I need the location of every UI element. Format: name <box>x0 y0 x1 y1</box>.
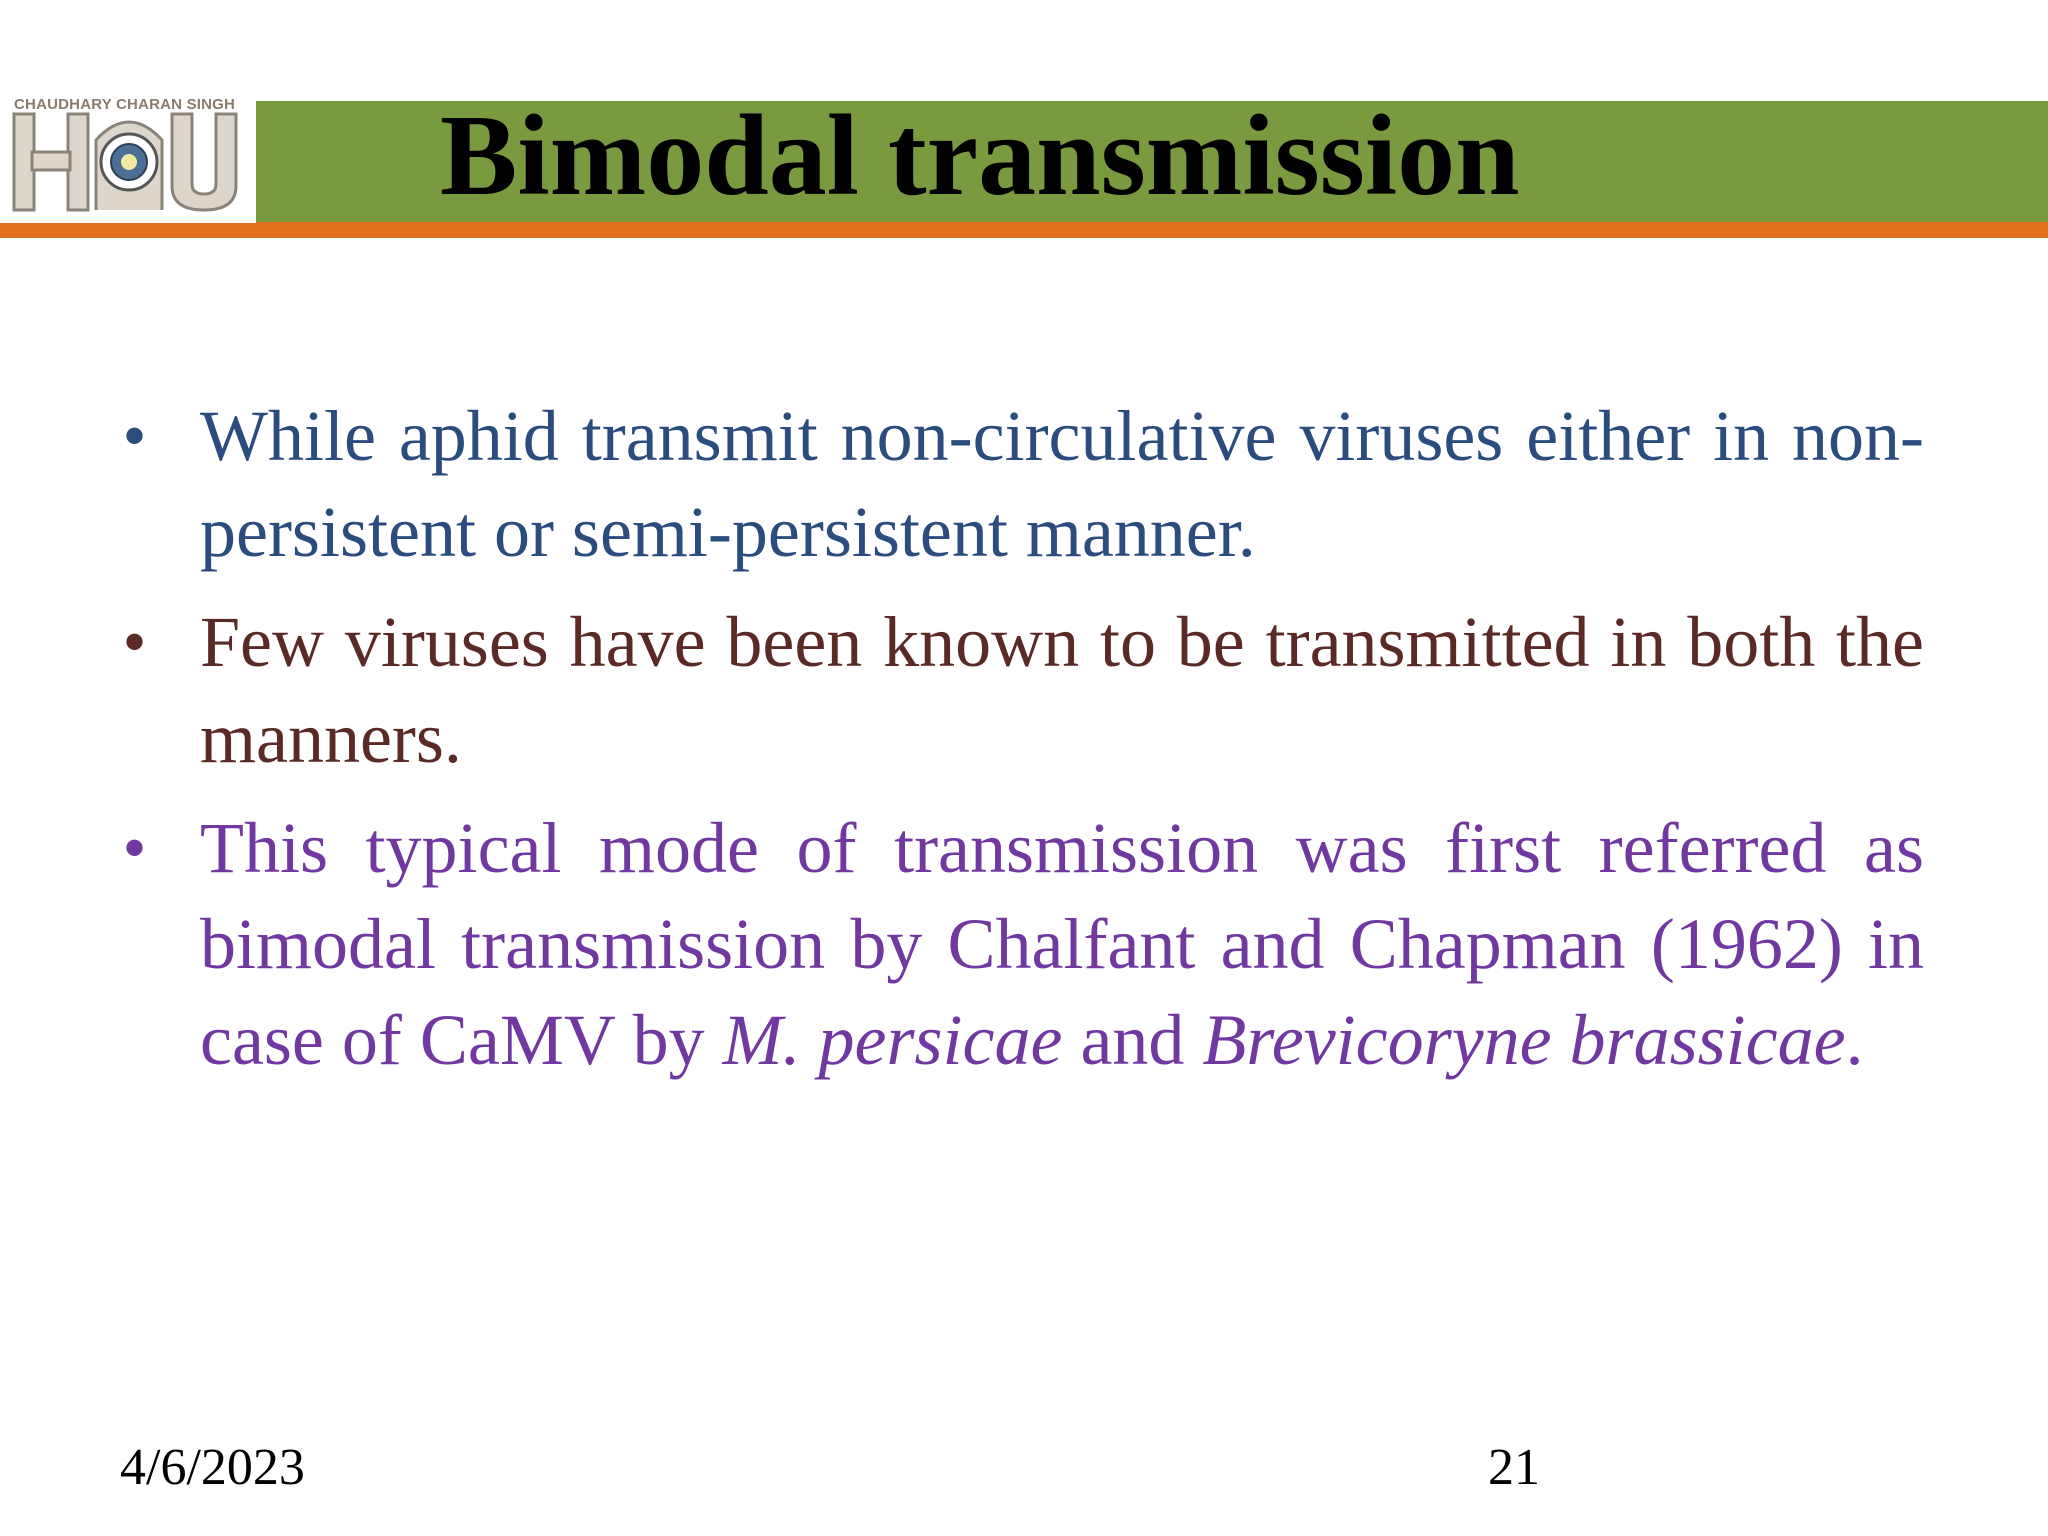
bullet-marker: • <box>124 814 146 881</box>
bullet-text: This typical mode of transmission was first referred as bimodal transmission by Chalfant and Chapman (1962) in case of CaMV by <box>200 808 1924 1080</box>
bullet-text: Few viruses have been known to be transmitted in both the manners. <box>200 602 1924 778</box>
slide-title: Bimodal transmission <box>440 92 1520 220</box>
footer-date: 4/6/2023 <box>120 1439 305 1496</box>
university-logo <box>0 90 256 223</box>
species-name-italic: Brevicoryne brassicae <box>1202 1000 1846 1080</box>
bullet-text: and <box>1062 1000 1203 1080</box>
species-name-italic: M. persicae <box>722 1000 1063 1080</box>
bullet-item <box>118 800 1924 1088</box>
bullet-marker: • <box>124 608 146 675</box>
bullet-text: . <box>1845 1000 1864 1080</box>
logo-emblem-icon <box>12 110 246 214</box>
logo-caption: CHAUDHARY CHARAN SINGH <box>14 96 236 113</box>
bullet-text: While aphid transmit non-circulative viruses either in non-persistent or semi-persistent manner. <box>200 396 1924 572</box>
bullet-list <box>118 388 1924 1102</box>
title-underline <box>0 222 2048 238</box>
bullet-marker: • <box>124 402 146 469</box>
bullet-item <box>118 594 1924 786</box>
bullet-item <box>118 388 1924 580</box>
slide-number: 21 <box>1488 1439 1540 1496</box>
